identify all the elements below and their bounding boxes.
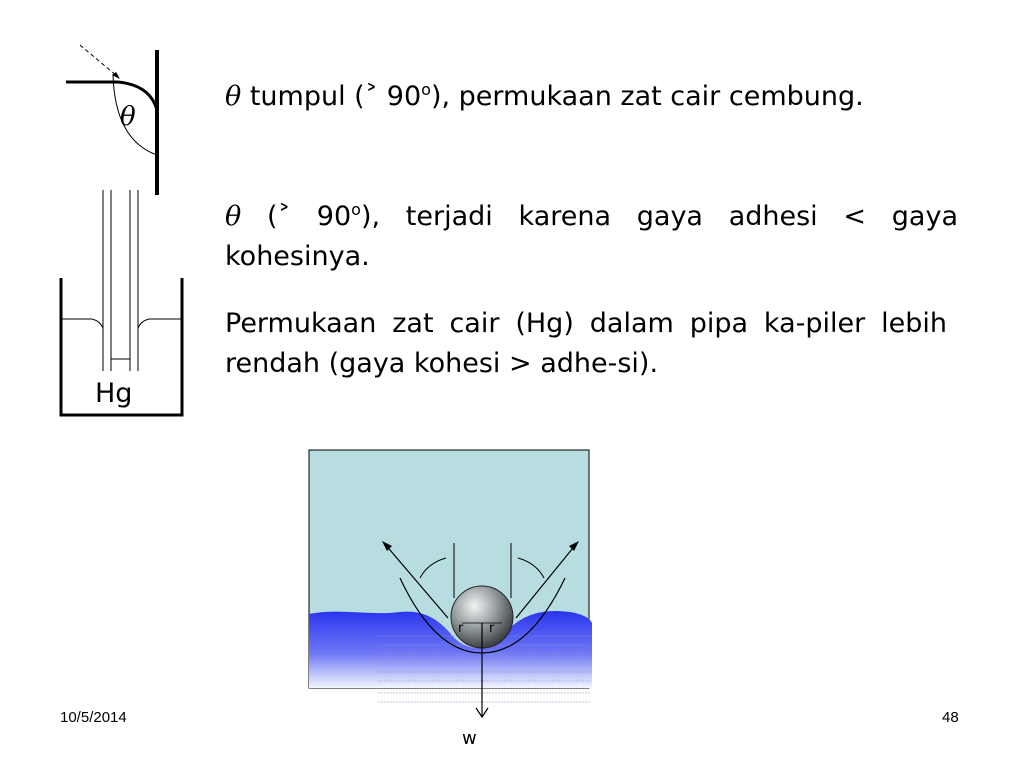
paragraph-text: ), permukaan zat cair cembung.: [430, 81, 864, 112]
paragraph-mercury-capillary: Permukaan zat cair (Hg) dalam pipa ka-piler lebih rendah (gaya kohesi > adhe-si).: [225, 308, 947, 379]
tangent-dashed-line: [80, 45, 118, 77]
paragraph-text: tumpul (: [241, 81, 365, 112]
paragraph-text: ), terjadi karena gaya adhesi < gaya kohesinya.: [225, 201, 958, 272]
floating-ball-diagram: [300, 448, 600, 758]
hg-meniscus-left: [92, 319, 103, 328]
degree-superscript: o: [351, 200, 361, 219]
paragraph-adhesion-cohesion: [225, 190, 958, 277]
hg-meniscus-right: [138, 319, 149, 328]
hg-label: Hg: [95, 378, 133, 409]
paragraph-text: (: [241, 201, 278, 232]
radius-label-left: r: [458, 621, 464, 636]
greater-than-symbol: ˃: [364, 81, 379, 112]
weight-label: w: [462, 728, 477, 749]
radius-label-right: r: [489, 621, 495, 636]
theta-symbol: θ: [225, 201, 242, 232]
page-number: 48: [942, 709, 959, 726]
paragraph-convex-surface: [225, 70, 958, 117]
capillary-hg-diagram: [58, 188, 188, 423]
footer-date: 10/5/2014: [60, 709, 127, 726]
greater-than-symbol: ˃: [277, 201, 292, 232]
contact-angle-diagram: [60, 45, 170, 195]
degree-superscript: o: [421, 80, 431, 99]
paragraph-text: 90: [291, 201, 352, 232]
theta-label: θ: [120, 102, 136, 132]
theta-symbol: θ: [225, 81, 242, 112]
paragraph-text: 90: [378, 81, 422, 112]
